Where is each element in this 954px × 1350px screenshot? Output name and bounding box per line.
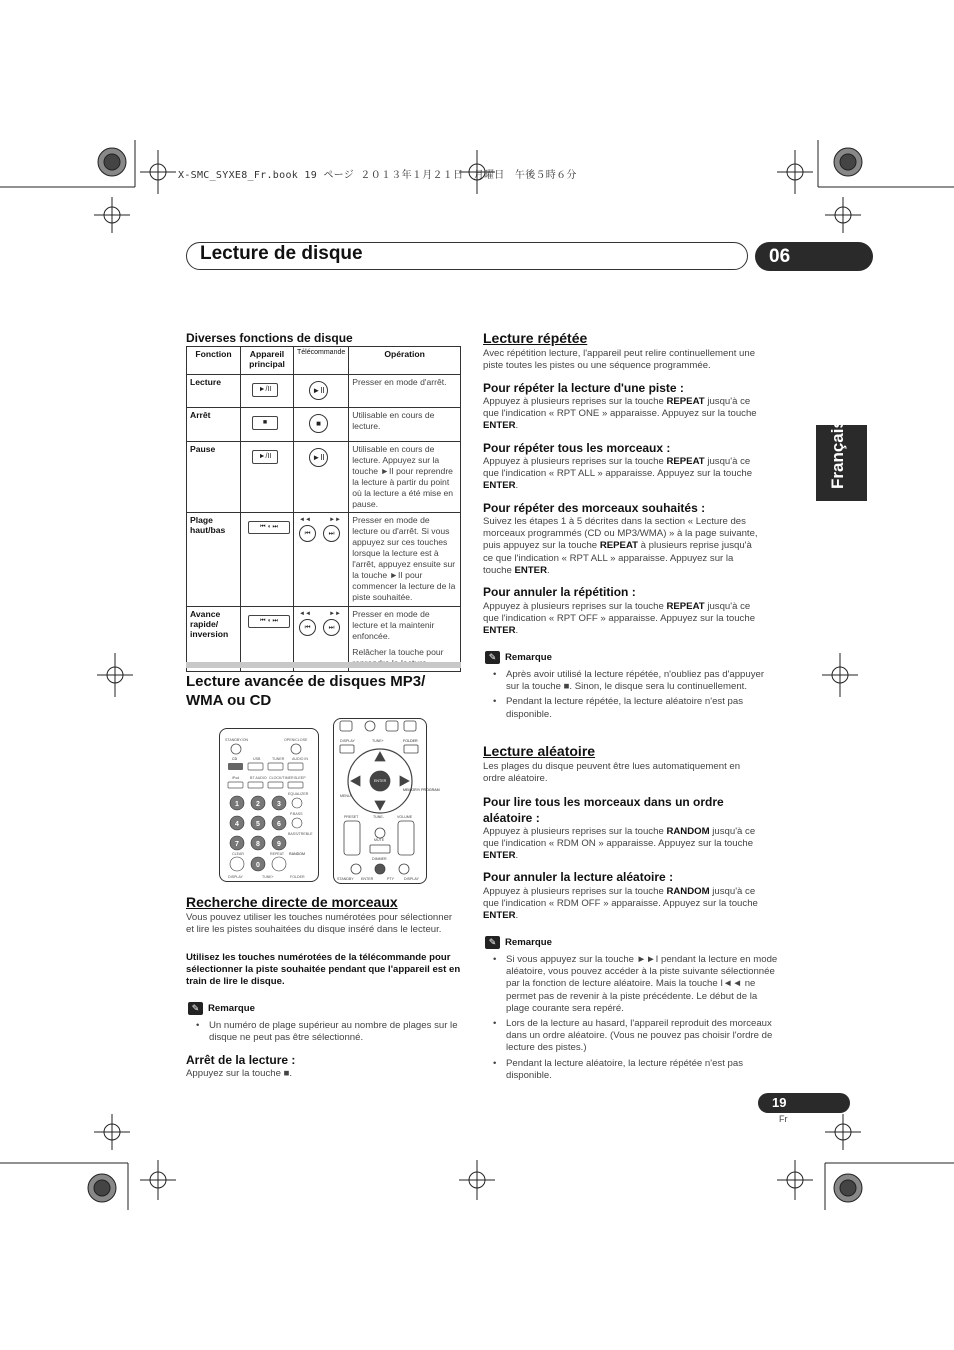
rl-label: AUDIO IN (292, 757, 308, 761)
language-tab-label: Français (828, 419, 847, 489)
skip-back-label: ◄◄ (299, 517, 311, 523)
rl-digit: 8 (256, 841, 260, 848)
enter-key: ENTER (483, 850, 516, 862)
rr-label: MENU (340, 794, 351, 798)
rr-label: TUNE- (373, 815, 384, 819)
repeat-key: REPEAT (666, 456, 705, 467)
table-row (187, 375, 461, 408)
remote-left-drawing (220, 729, 318, 881)
repeat-selected-title: Pour répéter des morceaux souhaités : (483, 501, 706, 515)
repeat-key: REPEAT (666, 396, 705, 407)
stop-icon: ■ (252, 416, 278, 430)
note-item: • Si vous appuyez sur la touche ►►I pendant la lecture en mode aléatoire, vous pouvez accéder à la piste suivante sélectionnée par la fonction de lecture aléatoire. Mais la touche I◄◄ ne permet pas de revenir à la piste précédente. Le début de la plage courante sera repéré. (506, 954, 778, 1015)
rr-label: FOLDER (403, 739, 418, 743)
text-run: jusqu'à ce que l'indication « RDM ON » apparaisse. Appuyez sur la touche (483, 826, 756, 850)
row-operation: Utilisable en cours de lecture. Appuyez sur la touche ►II pour reprendre la lecture à partir du point où la lecture a été mise en pause. (349, 442, 461, 513)
random-cancel-text (483, 886, 758, 923)
random-all-text (483, 826, 758, 863)
random-key: RANDOM (666, 886, 710, 897)
rl-digit: 5 (256, 821, 260, 828)
repeat-cancel-text (483, 601, 758, 638)
text-run: Appuyez à plusieurs reprises sur la touche (483, 601, 667, 612)
rl-label: CLEAR (232, 852, 244, 856)
repeat-all-title: Pour répéter tous les morceaux : (483, 441, 671, 455)
rl-digit: 9 (277, 841, 281, 848)
skip-dial-icon: ⏮ ◖ ⏭ (248, 615, 290, 628)
rr-label: STANDBY (337, 877, 354, 881)
th-remote: Télécommande (294, 347, 349, 375)
random-notes (486, 954, 778, 1085)
repeat-one-text (483, 396, 758, 433)
skip-labels (299, 517, 341, 523)
remote-illustration-left (219, 728, 319, 882)
rl-label: DISPLAY (228, 875, 243, 879)
table-row (187, 442, 461, 513)
rr-label: ENTER (374, 779, 387, 783)
text-run: Suivez les étapes 1 à 5 décrites dans la section « Lecture des morceaux programmés (CD ou MP3/WMA) » à la page suivante, puis appuyez sur la touche (483, 516, 758, 552)
direct-notes (189, 1020, 481, 1047)
rl-label: OPEN/CLOSE (284, 738, 308, 742)
remote-right-drawing (334, 719, 440, 883)
rr-label: PTY (387, 877, 394, 881)
note-label: Remarque (208, 1003, 255, 1014)
fast-forward-icon: ⏭ (323, 619, 340, 636)
row-operation: Presser en mode d'arrêt. (349, 375, 461, 408)
remote-illustration-right (333, 718, 440, 884)
rl-label: REPEAT (270, 852, 285, 856)
table-row (187, 408, 461, 442)
rl-digit: 4 (235, 821, 239, 828)
text-run: jusqu'à ce que l'indication « RPT OFF » apparaisse. Appuyez sur la touche (483, 601, 756, 625)
enter-key: ENTER (483, 480, 516, 492)
repeat-selected-text (483, 516, 758, 577)
text-run: Appuyez à plusieurs reprises sur la touche (483, 826, 667, 837)
rewind-label: ◄◄ (299, 611, 311, 617)
random-key: RANDOM (666, 826, 710, 837)
section-divider (186, 662, 461, 668)
note-label: Remarque (505, 652, 552, 663)
rl-label: P.BASS (290, 812, 303, 816)
chapter-number: 06 (755, 242, 873, 271)
stop-text: Appuyez sur la touche ■. (186, 1068, 293, 1079)
text-run: . (515, 850, 519, 862)
direct-search-instruction: Utilisez les touches numérotées de la télécommande pour sélectionner la piste souhaitée pendant que l'appareil est en train de lire le disque. (186, 952, 461, 988)
stop-icon: ■ (309, 414, 328, 433)
rr-label: DISPLAY (404, 877, 419, 881)
op-line: Relâcher la touche pour (352, 647, 444, 657)
random-title: Lecture aléatoire (483, 743, 596, 759)
repeat-notes (486, 669, 778, 724)
note-label: Remarque (505, 937, 552, 948)
rl-label: BASS/TREBLE (288, 832, 313, 836)
skip-forward-icon: ⏭ (323, 525, 340, 542)
text-run: . (515, 480, 519, 492)
rl-label: FOLDER (290, 875, 305, 879)
random-all-title: Pour lire tous les morceaux dans un ordre aléatoire : (483, 795, 724, 825)
play-pause-icon: ►II (309, 381, 328, 400)
enter-key: ENTER (483, 910, 516, 922)
note-item: • Un numéro de plage supérieur au nombre de plages sur le disque ne peut pas être sélectionné. (209, 1020, 481, 1044)
rl-digit: 1 (235, 801, 239, 808)
rl-label: RANDOM (289, 852, 305, 856)
rl-label: EQUALIZER (288, 792, 309, 796)
play-pause-icon: ►/II (252, 383, 278, 397)
row-function: Plage haut/bas (187, 513, 241, 607)
repeat-key: REPEAT (666, 601, 705, 612)
note-icon: ✎ (485, 651, 500, 664)
rl-label: STANDBY/ON (225, 738, 249, 742)
rl-digit: 3 (277, 801, 281, 808)
fast-forward-label: ►► (329, 611, 341, 617)
th-function: Fonction (187, 347, 241, 375)
text-run: jusqu'à ce que l'indication « RDM OFF » apparaisse. Appuyez sur la touche (483, 886, 758, 910)
row-operation: Presser en mode de lecture ou d'arrêt. Si vous appuyez sur ces touches lorsque la lecture est à l'arrêt, appuyez ensuite sur la touche ►II pour commencer la lecture de la piste souhaitée. (349, 513, 461, 607)
repeat-intro: Avec répétition lecture, l'appareil peut relire continuellement une piste toutes les pistes ou une séquence programmée. (483, 348, 756, 372)
skip-forward-label: ►► (329, 517, 341, 523)
random-cancel-title: Pour annuler la lecture aléatoire : (483, 870, 674, 884)
note-item: • Après avoir utilisé la lecture répétée, n'oubliez pas d'appuyer sur la touche ■. Sinon, le disque sera lu continuellement. (506, 669, 778, 693)
row-function: Arrêt (187, 408, 241, 442)
text-run: Appuyez à plusieurs reprises sur la touche (483, 886, 667, 897)
skip-labels (299, 611, 341, 617)
row-function: Lecture (187, 375, 241, 408)
note-item: • Lors de la lecture au hasard, l'appareil reproduit des morceaux dans un ordre aléatoire. (Vous ne pouvez pas choisir l'ordre de lecture des pistes.) (506, 1018, 778, 1055)
rl-label: USB (253, 757, 261, 761)
text-run: jusqu'à ce que l'indication « RPT ONE » apparaisse. Appuyez sur la touche (483, 396, 757, 420)
rr-label: VOLUME (397, 815, 413, 819)
rl-digit: 0 (256, 862, 260, 869)
rewind-icon: ⏮ (299, 619, 316, 636)
text-run: Appuyez à plusieurs reprises sur la touche (483, 456, 667, 467)
text-run: . (515, 910, 519, 922)
text-run: à plusieurs reprise jusqu'à ce que l'indication « RPT ALL » apparaisse. Appuyez sur la touche (483, 540, 752, 576)
rr-label: TUNE+ (372, 739, 384, 743)
rr-label: ENTER (361, 877, 374, 881)
rl-label: TUNE+ (262, 875, 274, 879)
repeat-one-title: Pour répéter la lecture d'une piste : (483, 381, 684, 395)
row-function: Pause (187, 442, 241, 513)
note-item: • Pendant la lecture répétée, la lecture aléatoire n'est pas disponible. (506, 696, 778, 720)
rl-digit: 7 (235, 841, 239, 848)
note-item: • Pendant la lecture aléatoire, la lecture répétée n'est pas disponible. (506, 1058, 778, 1082)
rl-label: TUNER (272, 757, 285, 761)
repeat-all-text (483, 456, 758, 493)
skip-back-icon: ⏮ (299, 525, 316, 542)
rl-label: CD (232, 757, 238, 761)
table-row (187, 513, 461, 607)
repeat-cancel-title: Pour annuler la répétition : (483, 585, 636, 599)
enter-key: ENTER (483, 420, 516, 432)
enter-key: ENTER (514, 564, 547, 576)
chapter-title: Lecture de disque (200, 243, 363, 264)
direct-search-intro: Vous pouvez utiliser les touches numérotées pour sélectionner et lire les pistes souhaitées du disque inséré dans le lecteur. (186, 912, 453, 936)
print-header: X-SMC_SYXE8_Fr.book 19 ページ ２０１３年１月２１日 月曜日 午後５時６分 (178, 170, 577, 181)
text-run: Appuyez à plusieurs reprises sur la touche (483, 396, 667, 407)
th-main-unit: Appareil principal (241, 347, 294, 375)
advanced-title: Lecture avancée de disques MP3/ WMA ou CD (186, 673, 426, 709)
stop-title: Arrêt de la lecture : (186, 1053, 296, 1067)
play-pause-icon: ►II (309, 448, 328, 467)
text-run: . (515, 420, 519, 432)
rl-label: CLOCK/TIMER (269, 776, 294, 780)
note-icon: ✎ (485, 936, 500, 949)
repeat-title: Lecture répétée (483, 330, 588, 346)
random-intro: Les plages du disque peuvent être lues automatiquement en ordre aléatoire. (483, 761, 741, 785)
enter-key: ENTER (483, 625, 516, 637)
functions-table (186, 346, 461, 672)
repeat-key: REPEAT (599, 540, 639, 552)
text-run: jusqu'à ce que l'indication « RPT ALL » apparaisse. Appuyez sur la touche (483, 456, 753, 480)
row-function: Avance rapide/ inversion (187, 607, 241, 672)
rr-label: MUTE (374, 838, 385, 842)
rl-label: SLEEP (294, 776, 306, 780)
rl-digit: 6 (277, 821, 281, 828)
note-icon: ✎ (188, 1002, 203, 1015)
skip-dial-icon: ⏮ ◖ ⏭ (248, 521, 290, 534)
page-number: 19 (758, 1093, 850, 1113)
rr-label: MEMORY/ PROGRAM (403, 788, 440, 792)
rr-label: PRESET (344, 815, 359, 819)
table-title: Diverses fonctions de disque (186, 331, 353, 345)
play-pause-icon: ►/II (252, 450, 278, 464)
language-tab (816, 419, 867, 501)
direct-search-title: Recherche directe de morceaux (186, 894, 398, 910)
rl-digit: 2 (256, 801, 260, 808)
op-line: Presser en mode de lecture et la maintenir enfoncée. (352, 609, 435, 641)
page-language: Fr (779, 1114, 788, 1124)
text-run: . (515, 625, 519, 637)
th-operation: Opération (349, 347, 461, 375)
rl-label: BT AUDIO (250, 776, 267, 780)
rl-label: iPod (232, 776, 240, 780)
rr-label: DISPLAY (340, 739, 355, 743)
text-run: . (547, 564, 550, 576)
rr-label: DIMMER (372, 857, 387, 861)
row-operation: Utilisable en cours de lecture. (349, 408, 461, 442)
